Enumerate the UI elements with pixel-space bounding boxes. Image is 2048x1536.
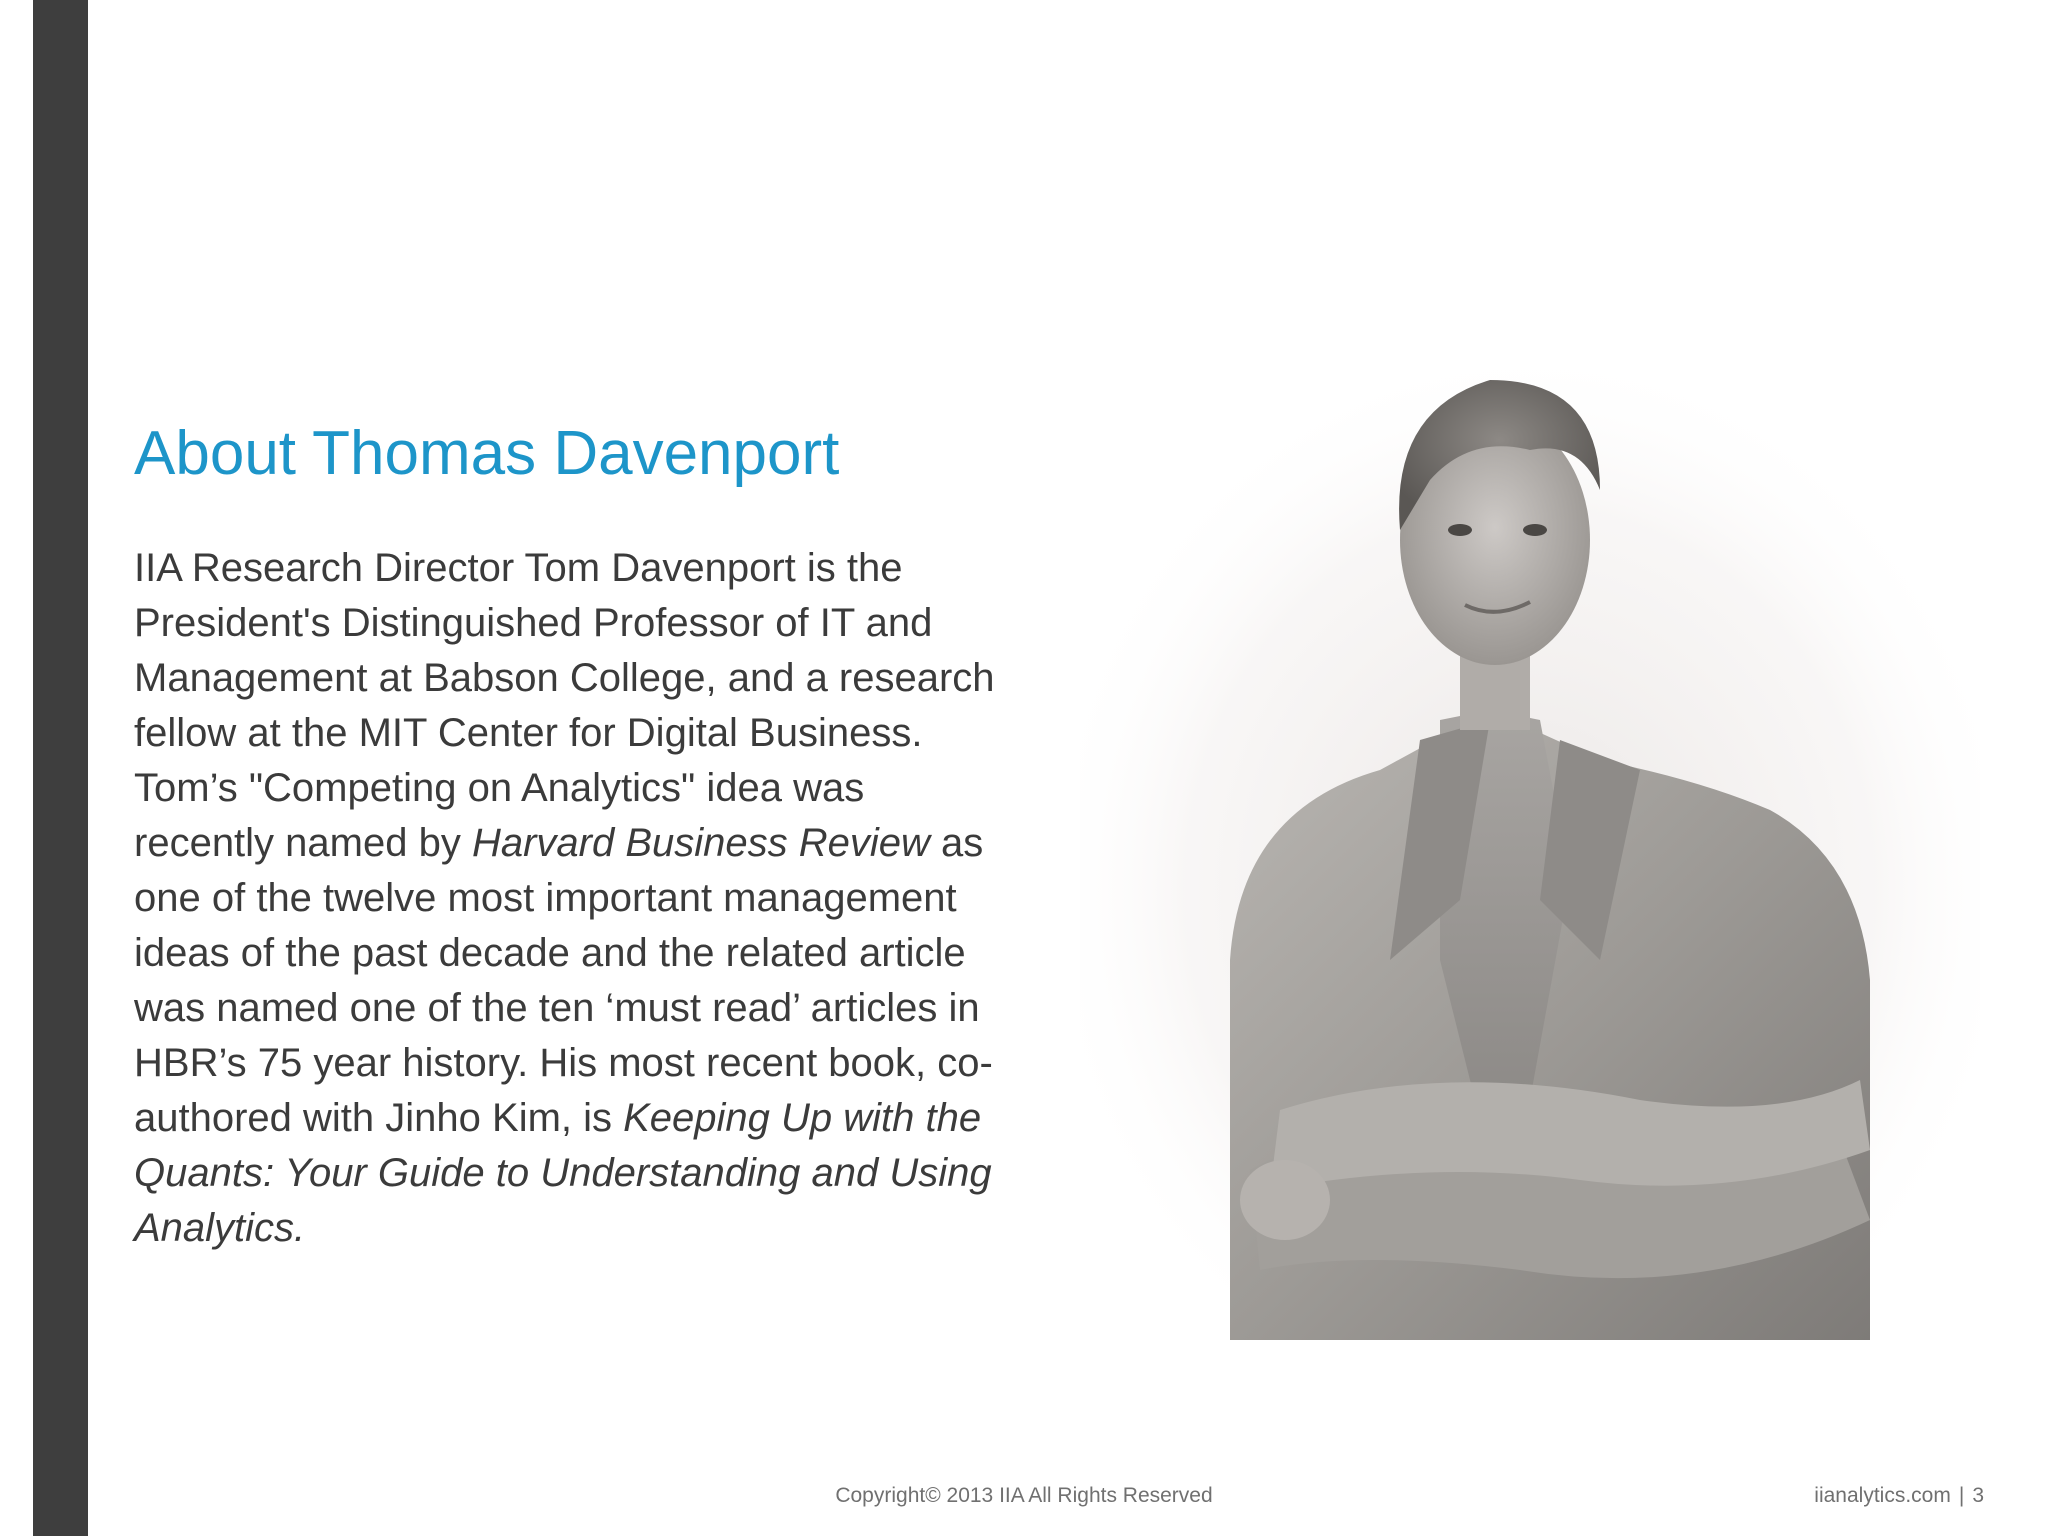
slide-title: About Thomas Davenport	[134, 419, 840, 488]
footer-copyright-text: Copyright© 2013 IIA All Rights Reserved	[835, 1484, 1213, 1507]
bio-paragraph	[134, 541, 1014, 1256]
bio-text-1: IIA Research Director Tom Davenport is the President's Distinguished Professor of IT and Management at Babson College, and a research fellow at the MIT Center for Digital Business. Tom’s "Competing on Analytics" idea was recently named by	[134, 546, 995, 865]
footer-right	[1814, 1484, 1984, 1508]
footer-copyright	[0, 1484, 2048, 1508]
footer-site-link[interactable]: iianalytics.com	[1814, 1484, 1951, 1507]
left-accent-bar	[33, 0, 88, 1536]
footer-separator: |	[1958, 1484, 1965, 1507]
page-number: 3	[1972, 1484, 1984, 1507]
bio-italic-book: Keeping Up with the Quants: Your Guide to Understanding and Using Analytics.	[134, 1096, 992, 1250]
bio-italic-hbr: Harvard Business Review	[471, 821, 930, 865]
portrait-photo	[1080, 340, 1980, 1340]
bio-text-2: as one of the twelve most important management ideas of the past decade and the related article was named one of the ten ‘must read’ articles in HBR’s 75 year history. His most recent book, co-authored with Jinho Kim, is	[134, 821, 993, 1140]
